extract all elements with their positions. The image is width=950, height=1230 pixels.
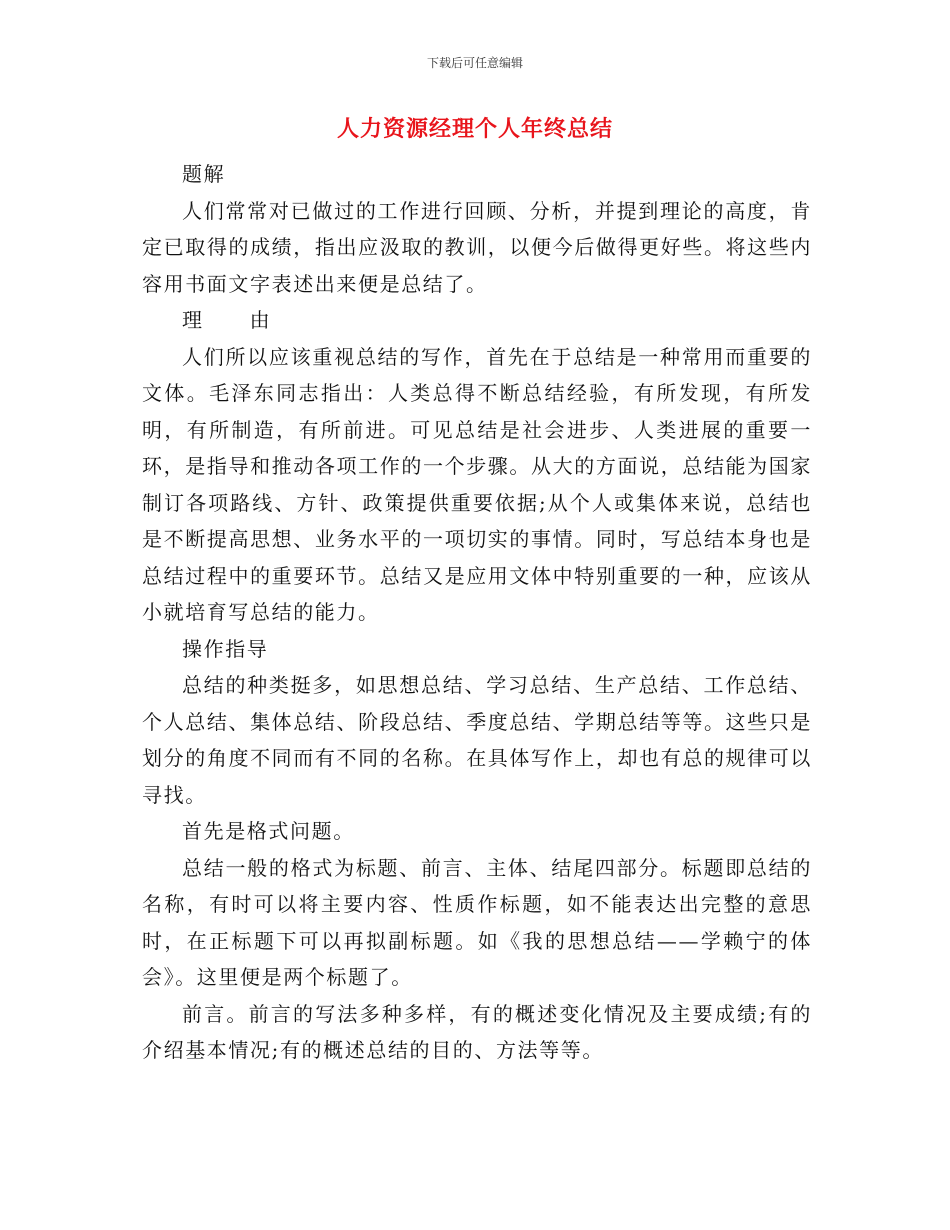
paragraph-preface: 前言。前言的写法多种多样，有的概述变化情况及主要成绩;有的介绍基本情况;有的概述总结的目的、方法等等。 (142, 1001, 812, 1062)
paragraph-types: 总结的种类挺多，如思想总结、学习总结、生产总结、工作总结、个人总结、集体总结、阶段总结、季度总结、学期总结等等。这些只是划分的角度不同而有不同的名称。在具体写作上，却也有总的规律可以寻找。 (142, 673, 812, 807)
section-heading-guide: 操作指导 (182, 636, 269, 661)
reason-heading-first: 理 (182, 308, 204, 332)
header-note: 下载后可任意编辑 (426, 56, 523, 70)
document-title: 人力资源经理个人年终总结 (336, 117, 613, 142)
section-heading-explanation: 题解 (182, 162, 226, 186)
paragraph-format-intro: 首先是格式问题。 (182, 819, 355, 843)
paragraph-explanation: 人们常常对已做过的工作进行回顾、分析，并提到理论的高度，肯定已取得的成绩，指出应汲取的教训，以便今后做得更好些。将这些内容用书面文字表述出来便是总结了。 (142, 198, 812, 296)
reason-heading-second: 由 (249, 308, 272, 332)
document-body (142, 156, 812, 1069)
paragraph-reason: 人们所以应该重视总结的写作，首先在于总结是一种常用而重要的文体。毛泽东同志指出：人类总得不断总结经验，有所发现，有所发明，有所制造，有所前进。可见总结是社会进步、人类进展的重要一环，是指导和推动各项工作的一个步骤。从大的方面说，总结能为国家制订各项路线、方针、政策提供重要依据;从个人或集体来说，总结也是不断提高思想、业务水平的一项切实的事情。同时，写总结本身也是总结过程中的重要环节。总结又是应用文体中特别重要的一种，应该从小就培育写总结的能力。 (142, 344, 812, 624)
section-heading-reason (142, 302, 812, 339)
paragraph-format: 总结一般的格式为标题、前言、主体、结尾四部分。标题即总结的名称，有时可以将主要内容、性质作标题，如不能表达出完整的意思时，在正标题下可以再拟副标题。如《我的思想总结——学赖宁的体会》。这里便是两个标题了。 (142, 855, 812, 989)
